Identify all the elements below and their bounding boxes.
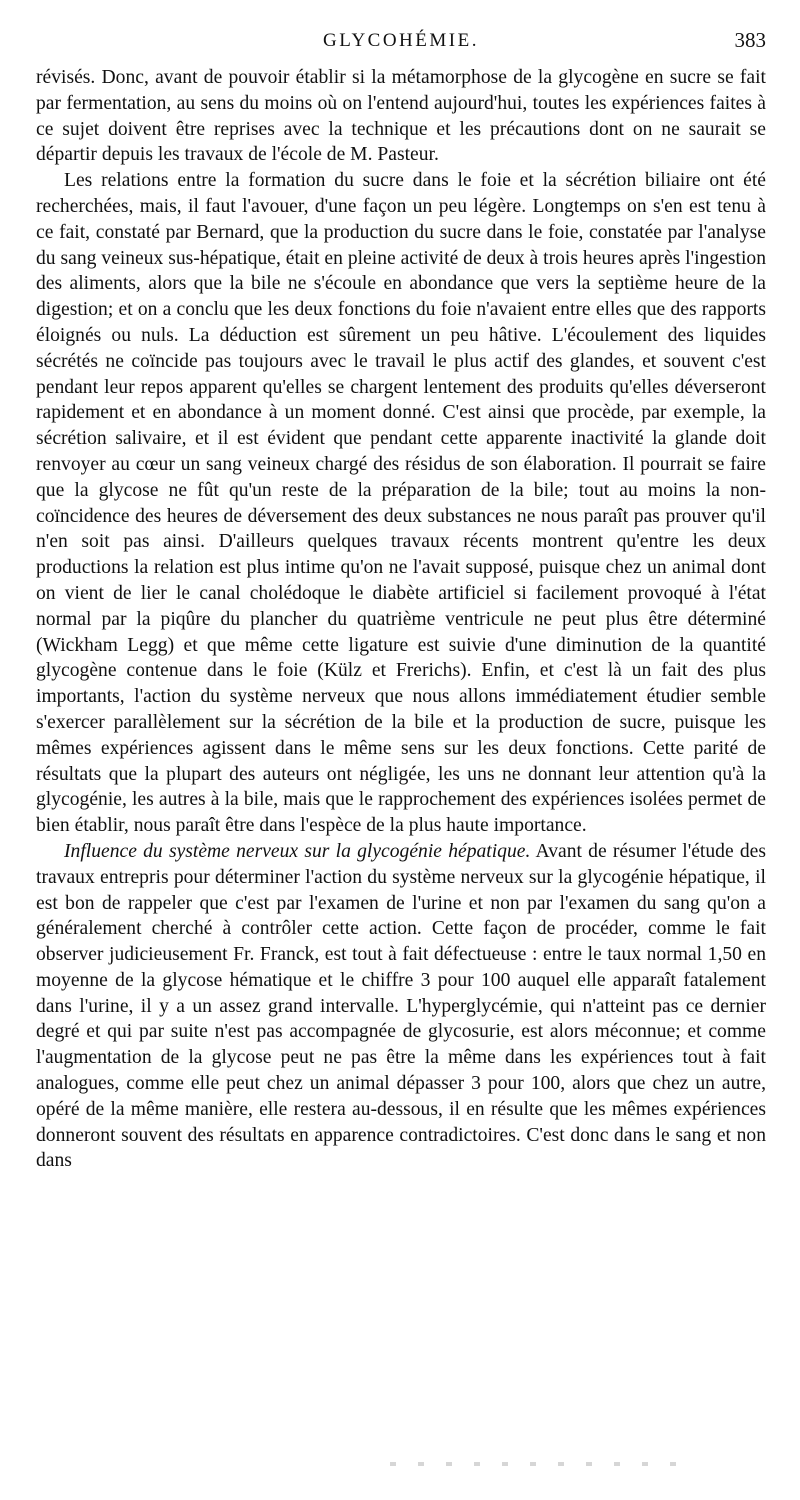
section-heading: Influence du système nerveux sur la glycogénie hépatique. [64, 840, 531, 862]
paragraph-nervous-system [36, 839, 766, 1174]
paragraph-continuation: révisés. Donc, avant de pouvoir établir si la métamorphose de la glycogène en sucre se fait par fermentation, au sens du moins où on l'entend aujourd'hui, toutes les expériences faites à ce sujet doivent être reprises avec la technique et les précautions dont on ne saurait se départir depuis les travaux de l'école de M. Pasteur. [36, 67, 766, 166]
print-artifact [390, 1462, 690, 1466]
running-head [36, 26, 766, 60]
paragraph-bile-relations: Les relations entre la formation du sucre dans le foie et la sécrétion biliaire ont été recherchées, mais, il faut l'avouer, d'une façon un peu légère. Longtemps on s'en est tenu à ce fait, constaté par Bernard, que la production du sucre dans le foie, constatée par l'analyse du sang veineux sus-hépatique, était en pleine activité de deux à trois heures après l'ingestion des aliments, alors que la bile ne s'écoule en abondance que vers la septième heure de la digestion; et on a conclu que les deux fonctions du foie n'avaient entre elles que des rapports éloignés ou nuls. La déduction est sûrement un peu hâtive. L'écoulement des liquides sécrétés ne coïncide pas toujours avec le travail le plus actif des glandes, et souvent c'est pendant leur repos apparent qu'elles se chargent lentement des produits qu'elles déverseront rapidement et en abondance à un moment donné. C'est ainsi que procède, par exemple, la sécrétion salivaire, et il est évident que pendant cette apparente inactivité la glande doit renvoyer au cœur un sang veineux chargé des résidus de son élaboration. Il pourrait se faire que la glycose ne fût qu'un reste de la préparation de la bile; tout au moins la non-coïncidence des heures de déversement des deux substances ne nous paraît pas prouver qu'il n'en soit pas ainsi. D'ailleurs quelques travaux récents montrent qu'entre les deux productions la relation est plus intime qu'on ne l'avait supposé, puisque chez un animal dont on vient de lier le canal cholédoque le diabète artificiel si facilement provoqué à l'état normal par la piqûre du plancher du quatrième ventricule ne peut plus être déterminé (Wickham Legg) et que même cette ligature est suivie d'une diminution de la quantité glycogène contenue dans le foie (Külz et Frerichs). Enfin, et c'est là un fait des plus importants, l'action du système nerveux que nous allons immédiatement étudier semble s'exercer parallèlement sur la sécrétion de la bile et la production de sucre, puisque les mêmes expériences agissent dans le même sens sur les deux fonctions. Cette parité de résultats que la plupart des auteurs ont négligée, les uns ne donnant leur attention qu'à la glycogénie, les autres à la bile, mais que le rapprochement des expériences isolées permet de bien établir, nous paraît être dans l'espèce de la plus haute importance. [36, 170, 766, 837]
body-text [36, 65, 766, 1174]
page-title: GLYCOHÉMIE. [323, 30, 479, 51]
page-number: 383 [734, 28, 766, 52]
paragraph-nervous-system-text: Avant de résumer l'étude des travaux entrepris pour déterminer l'action du système nerveux sur la glycogénie hépatique, il est bon de rappeler que c'est par l'examen de l'urine et non par l'examen du sang qu'on a généralement cherché à contrôler cette action. Cette façon de procéder, comme le fait observer judicieusement Fr. Franck, est tout à fait défectueuse : entre le taux normal 1,50 en moyenne de la glycose hématique et le chiffre 3 pour 100 auquel elle apparaît fatalement dans l'urine, il y a un assez grand intervalle. L'hyperglycémie, qui n'atteint pas ce dernier degré et qui par suite n'est pas accompagnée de glycosurie, est alors méconnue; et comme l'augmentation de la glycose peut ne pas être la même dans les expériences tout à fait analogues, comme elle peut chez un animal dépasser 3 pour 100, alors que chez un autre, opéré de la même manière, elle restera au-dessous, il en résulte que les mêmes expériences donneront souvent des résultats en apparence contradictoires. C'est donc dans le sang et non dans [36, 840, 767, 1172]
